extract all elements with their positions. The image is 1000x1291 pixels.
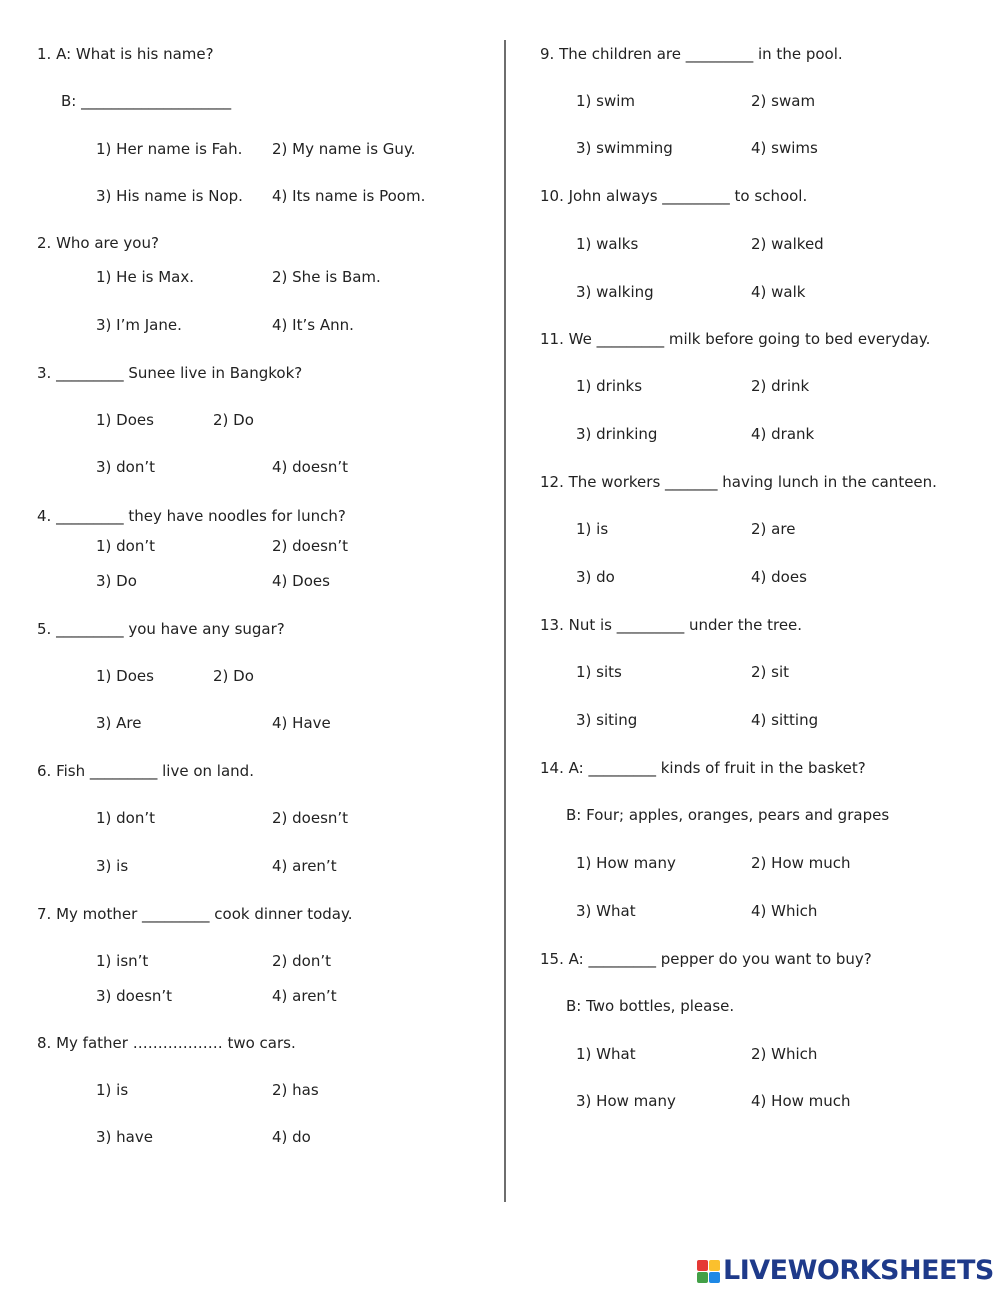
option-4: 4) Which (751, 902, 818, 920)
option-3: 3) I’m Jane. (96, 316, 182, 334)
option-3: 3) Do (96, 572, 137, 590)
option-1: 1) isn’t (96, 952, 149, 970)
option-3: 3) have (96, 1128, 153, 1146)
option-1: 1) He is Max. (96, 268, 194, 286)
option-3: 3) siting (576, 711, 638, 729)
question-text: 15. A: _________ pepper do you want to buy? (540, 950, 872, 968)
column-divider (504, 40, 506, 1202)
question-text: 14. A: _________ kinds of fruit in the basket? (540, 759, 866, 777)
option-1: 1) walks (576, 235, 639, 253)
option-3: 3) How many (576, 1092, 676, 1110)
option-4: 4) does (751, 568, 807, 586)
answer-line-b: B: Four; apples, oranges, pears and grapes (566, 806, 890, 824)
option-2: 2) Which (751, 1045, 818, 1063)
option-3: 3) Are (96, 714, 142, 732)
option-2: 2) doesn’t (272, 537, 349, 555)
question-text: 6. Fish _________ live on land. (37, 762, 254, 780)
option-2: 2) sit (751, 663, 790, 681)
question-text: 5. _________ you have any sugar? (37, 620, 285, 638)
option-2: 2) My name is Guy. (272, 140, 416, 158)
option-4: 4) swims (751, 139, 818, 157)
option-2: 2) Do (213, 411, 254, 429)
option-4: 4) Its name is Poom. (272, 187, 426, 205)
option-1: 1) is (576, 520, 609, 538)
option-1: 1) drinks (576, 377, 643, 395)
option-2: 2) How much (751, 854, 851, 872)
option-2: 2) don’t (272, 952, 332, 970)
option-4: 4) It’s Ann. (272, 316, 354, 334)
question-text: 1. A: What is his name? (37, 45, 214, 63)
option-2: 2) walked (751, 235, 824, 253)
option-3: 3) drinking (576, 425, 658, 443)
option-3: 3) don’t (96, 458, 156, 476)
question-text: 11. We _________ milk before going to bed everyday. (540, 330, 931, 348)
logo-blocks-icon (697, 1260, 720, 1283)
option-3: 3) do (576, 568, 615, 586)
option-2: 2) She is Bam. (272, 268, 381, 286)
question-text: 12. The workers _______ having lunch in the canteen. (540, 473, 937, 491)
option-2: 2) Do (213, 667, 254, 685)
option-2: 2) doesn’t (272, 809, 349, 827)
question-text: 3. _________ Sunee live in Bangkok? (37, 364, 303, 382)
logo-block-blue (709, 1272, 720, 1283)
option-4: 4) sitting (751, 711, 819, 729)
option-2: 2) has (272, 1081, 319, 1099)
option-1: 1) How many (576, 854, 676, 872)
option-4: 4) Does (272, 572, 330, 590)
logo-text: LIVEWORKSHEETS (723, 1255, 994, 1286)
option-3: 3) doesn’t (96, 987, 173, 1005)
option-4: 4) How much (751, 1092, 851, 1110)
option-2: 2) swam (751, 92, 816, 110)
question-text: 8. My father ……………… two cars. (37, 1034, 296, 1052)
option-1: 1) Does (96, 411, 154, 429)
option-4: 4) drank (751, 425, 815, 443)
question-text: 9. The children are _________ in the pool. (540, 45, 843, 63)
option-2: 2) drink (751, 377, 810, 395)
option-1: 1) Her name is Fah. (96, 140, 243, 158)
option-4: 4) aren’t (272, 857, 337, 875)
option-4: 4) doesn’t (272, 458, 349, 476)
option-1: 1) What (576, 1045, 636, 1063)
logo-block-red (697, 1260, 708, 1271)
logo-block-green (697, 1272, 708, 1283)
question-text: 10. John always _________ to school. (540, 187, 808, 205)
option-3: 3) What (576, 902, 636, 920)
option-4: 4) aren’t (272, 987, 337, 1005)
option-1: 1) don’t (96, 537, 156, 555)
option-1: 1) Does (96, 667, 154, 685)
option-1: 1) sits (576, 663, 622, 681)
question-text: 2. Who are you? (37, 234, 159, 252)
option-2: 2) are (751, 520, 796, 538)
liveworksheets-logo (697, 1254, 994, 1288)
option-1: 1) is (96, 1081, 129, 1099)
question-text: 4. _________ they have noodles for lunch? (37, 507, 346, 525)
answer-line-b: B: Two bottles, please. (566, 997, 735, 1015)
option-4: 4) do (272, 1128, 311, 1146)
option-1: 1) don’t (96, 809, 156, 827)
option-3: 3) is (96, 857, 129, 875)
logo-block-yellow (709, 1260, 720, 1271)
option-3: 3) swimming (576, 139, 673, 157)
question-text: 7. My mother _________ cook dinner today. (37, 905, 353, 923)
answer-line-b: B: ____________________ (61, 92, 232, 110)
question-text: 13. Nut is _________ under the tree. (540, 616, 803, 634)
option-1: 1) swim (576, 92, 636, 110)
option-3: 3) walking (576, 283, 654, 301)
option-4: 4) walk (751, 283, 806, 301)
option-4: 4) Have (272, 714, 331, 732)
option-3: 3) His name is Nop. (96, 187, 243, 205)
